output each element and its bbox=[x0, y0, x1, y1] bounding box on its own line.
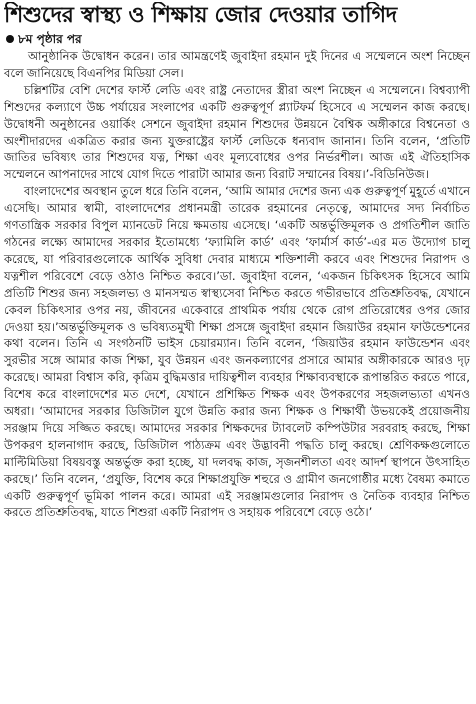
bullet-icon bbox=[6, 35, 14, 43]
paragraph-3: বাংলাদেশের অবস্থান তুলে ধরে তিনি বলেন, ‘আমি আমার দেশের জন্য এক গুরুত্বপূর্ণ মুহূর্তে এখানে এসেছি। আমার স্বামী, বাংলাদেশের প্রধানমন্ত্রী তারেক রহমানের নেতৃত্বে, আমাদের সদ্য নির্বাচিত গণতান্ত্রিক সরকার বিপুল ম্যানডেট নিয়ে ক্ষমতায় এসেছে। ‘একটি অন্তর্ভুক্তিমূলক ও প্রগতিশীল জাতি গঠনের লক্ষ্যে আমাদের সরকার ইতোমধ্যে ‘ফ্যামিলি কার্ড’ এবং ‘ফার্মার্স কার্ড’-এর মত উদ্যোগ চালু করেছে, যা পরিবারগুলোকে আর্থিক সুবিধা দেবার মাধ্যমে শক্তিশালী করবে এবং শিশুদের নিরাপদ ও যত্নশীল পরিবেশে বেড়ে ওঠাও নিশ্চিত করবে।’ডা. জুবাইদা বলেন, ‘একজন চিকিৎসক হিসেবে আমি প্রতিটি শিশুর জন্য সহজলভ্য ও মানসম্মত স্বাস্থ্যসেবা নিশ্চিত করতে গভীরভাবে প্রতিশ্রুতিবদ্ধ, যেখানে কেবল চিকিৎসার ওপর নয়, জীবনের একেবারে প্রাথমিক পর্যায় থেকে রোগ প্রতিরোধের ওপর জোর দেওয়া হয়।’অন্তর্ভুক্তিমূলক ও ভবিষ্যতমুখী শিক্ষা প্রসঙ্গে জুবাইদা রহমান জিয়াউর রহমান ফাউন্ডেশনের কথা বলেন। তিনি এ সংগঠনটি ভাইস চেয়ারম্যান। তিনি বলেন, ‘জিয়াউর রহমান ফাউন্ডেশন এবং সুরভীর সঙ্গে আমার কাজ শিক্ষা, যুব উন্নয়ন এবং জনকল্যাণের প্রসারে আমার অঙ্গীকারকে আরও দৃঢ় করেছে। আমরা বিশ্বাস করি, কৃত্রিম বুদ্ধিমত্তার দায়িত্বশীল ব্যবহার শিক্ষাব্যবস্থাকে রূপান্তরিত করতে পারে, বিশেষ করে বাংলাদেশের মত দেশে, যেখানে প্রশিক্ষিত শিক্ষক এবং উপকরণের সহজলভ্যতা এখনও অধরা। ‘আমাদের সরকার ডিজিটাল যুগে উন্নতি করার জন্য শিক্ষক ও শিক্ষার্থী উভয়কেই প্রয়োজনীয় সরঞ্জাম দিয়ে সজ্জিত করছে। আমাদের সরকার শিক্ষকদের ট্যাবলেট কম্পিউটার সরবরাহ করছে, শিক্ষা উপকরণ হালনাগাদ করছে, ডিজিটাল পাঠ্যক্রম এবং উদ্ভাবনী পদ্ধতি চালু করছে। শ্রেণিকক্ষগুলোতে মাল্টিমিডিয়া বিষয়বস্তু অন্তর্ভুক্ত করা হচ্ছে, যা দলবদ্ধ কাজ, সৃজনশীলতা এবং আদর্শ স্থাপনে উৎসাহিত করছে।’ তিনি বলেন, ‘প্রযুক্তি, বিশেষ করে শিক্ষাপ্রযুক্তি শহুরে ও গ্রামীণ জনগোষ্ঠীর মধ্যে বৈষম্য কমাতে একটি গুরুত্বপূর্ণ ভূমিকা পালন করে। আমরা এই সরঞ্জামগুলোর নিরাপদ ও নৈতিক ব্যবহার নিশ্চিত করতে প্রতিশ্রুতিবদ্ধ, যাতে শিশুরা একটি নিরাপদ ও সহায়ক পরিবেশে বেড়ে ওঠে।’ bbox=[4, 184, 470, 520]
paragraph-1: আনুষ্ঠানিক উদ্বোধন করেন। তার আমন্ত্রণেই জুবাইদা রহমান দুই দিনের এ সম্মেলনে অংশ নিচ্ছেন বলে জানিয়েছে বিএনপির মিডিয়া সেল। bbox=[4, 49, 470, 80]
continuation-note bbox=[6, 31, 82, 47]
continuation-text: ৮ম পৃষ্ঠার পর bbox=[18, 32, 82, 46]
article-body bbox=[4, 48, 470, 521]
headline: শিশুদের স্বাস্থ্য ও শিক্ষায় জোর দেওয়ার তাগিদ bbox=[4, 3, 397, 28]
paragraph-2: চল্লিশটির বেশি দেশের ফার্স্ট লেডি এবং রাষ্ট্র নেতাদের স্ত্রীরা অংশ নিচ্ছেন এ সম্মেলনে। বিশ্বব্যাপী শিশুদের কল্যাণে উচ্চ পর্যায়ের সংলাপের একটি গুরুত্বপূর্ণ প্ল্যাটফর্ম হিসেবে এ সম্মেলন কাজ করছে। উদ্বোধনী অনুষ্ঠানের ওয়ার্কিং সেশনে জুবাইদা রহমান শিশুদের উন্নয়নে বৈশ্বিক অঙ্গীকারে বিশ্বনেতা ও অংশীদারদের একত্রিত করার জন্য যুক্তরাষ্ট্রের ফার্স্ট লেডিকে ধন্যবাদ জানান। তিনি বলেন, ‘প্রতিটি জাতির ভবিষ্যৎ তার শিশুদের যত্ন, শিক্ষা এবং মূল্যবোধের ওপর নির্ভরশীল। আজ এই ঐতিহাসিক সম্মেলনে আপনাদের সাথে যোগ দিতে পারাটা আমার জন্য বিরাট সম্মানের বিষয়।’-বিডিনিউজ। bbox=[4, 82, 470, 182]
